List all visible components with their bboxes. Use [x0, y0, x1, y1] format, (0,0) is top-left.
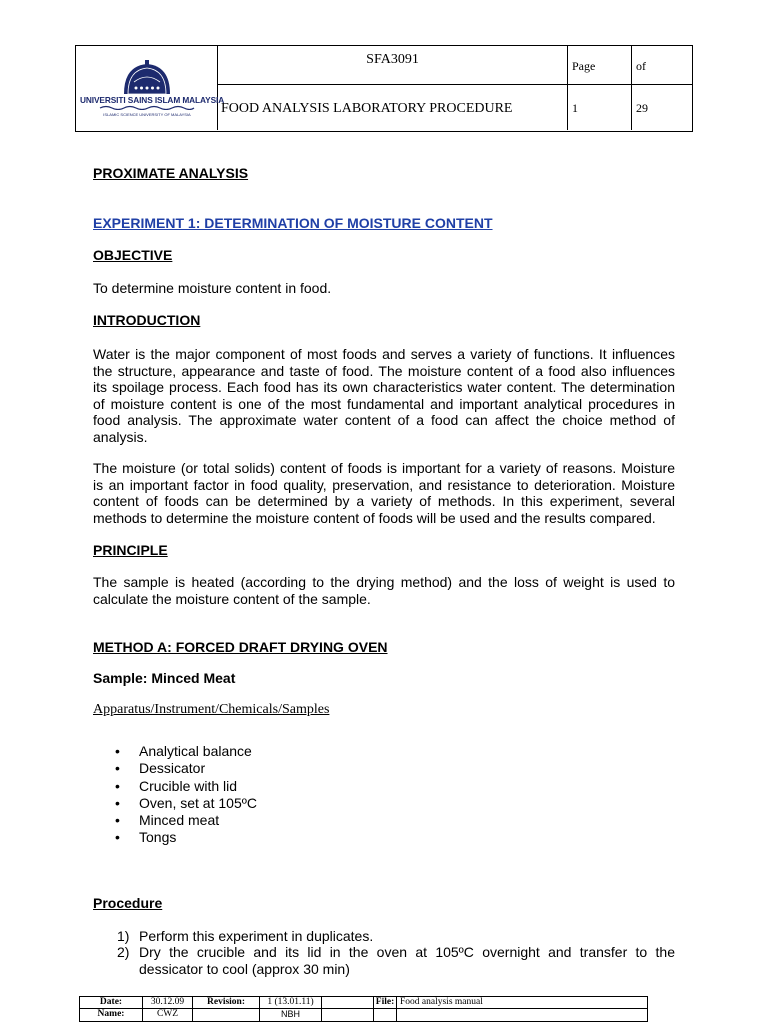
introduction-paragraph-1 [93, 346, 675, 445]
step-number: 1) [117, 928, 130, 944]
step-text: dessicator to cool (approx 30 min) [139, 960, 350, 977]
list-item: • Dessicator [115, 760, 257, 777]
list-item: • Crucible with lid [115, 778, 257, 795]
text-line: The sample is heated (according to the drying method) and the loss of weight is used to [93, 574, 675, 590]
step-text: Perform this experiment in duplicates. [139, 928, 374, 944]
empty-cell [374, 1009, 397, 1021]
method-heading: METHOD A: FORCED DRAFT DRYING OVEN [93, 639, 388, 655]
apparatus-heading: Apparatus/Instrument/Chemicals/Samples [93, 702, 330, 717]
list-item: • Minced meat [115, 812, 257, 829]
experiment-title: EXPERIMENT 1: DETERMINATION OF MOISTURE CONTENT [93, 215, 493, 231]
empty-cell [193, 1009, 260, 1021]
empty-cell [322, 1009, 374, 1021]
revision-value: 1 (13.01.11) [260, 997, 322, 1009]
objective-text: To determine moisture content in food. [93, 280, 332, 296]
document-footer-table [79, 996, 648, 1022]
document-header-table [75, 45, 693, 132]
of-label: of [632, 46, 692, 85]
procedure-step [117, 928, 675, 945]
empty-cell [322, 997, 374, 1009]
text-line: The moisture (or total solids) content of foods is important for a variety of reasons. Moisture [93, 460, 675, 476]
logo-university-name: UNIVERSITI SAINS ISLAM MALAYSIA [80, 95, 225, 105]
logo-cell [76, 46, 225, 130]
principle-text [93, 574, 675, 607]
text-line: Water is the major component of most foods and serves a variety of functions. It influences [93, 346, 675, 362]
date-value: 30.12.09 [143, 997, 193, 1009]
logo-arabic-script-icon [98, 105, 196, 110]
introduction-paragraph-2 [93, 460, 675, 526]
text-line: its spoilage process. Each food has its own characteristics water content. The determination [93, 379, 675, 395]
procedure-step [117, 944, 675, 977]
text-line: calculate the moisture content of the sample. [93, 590, 371, 607]
page-number: 1 [568, 85, 632, 130]
introduction-heading: INTRODUCTION [93, 312, 201, 328]
objective-heading: OBJECTIVE [93, 247, 173, 263]
file-label: File: [374, 997, 397, 1009]
list-item: • Tongs [115, 829, 257, 846]
text-line: food analysis. The approximate water content of a food can affect the choice method of [93, 412, 675, 428]
university-logo-icon [84, 60, 210, 96]
revision-label: Revision: [193, 997, 260, 1009]
page-label: Page [568, 46, 632, 85]
sample-label: Sample: Minced Meat [93, 670, 236, 686]
date-label: Date: [80, 997, 143, 1009]
text-line: analysis. [93, 428, 148, 445]
name-label: Name: [80, 1009, 143, 1021]
text-line: of moisture content is one of the most fundamental and important analytical procedures in [93, 395, 675, 412]
step-number: 2) [117, 944, 130, 960]
empty-cell [397, 1009, 647, 1021]
list-item: • Oven, set at 105ºC [115, 795, 257, 812]
step-text: Dry the crucible and its lid in the oven at 105ºC overnight and transfer to the [139, 944, 675, 960]
name-value: CWZ [143, 1009, 193, 1021]
document-title: FOOD ANALYSIS LABORATORY PROCEDURE [218, 85, 568, 130]
section-title: PROXIMATE ANALYSIS [93, 165, 249, 181]
text-line: content of foods can be determined by a variety of methods. In this experiment, several [93, 493, 675, 509]
text-line: methods to determine the moisture content of foods will be used and the results compared. [93, 509, 656, 526]
text-line: the structure, appearance and taste of food. The moisture content of a food also influences [93, 362, 675, 379]
procedure-heading: Procedure [93, 895, 163, 911]
name-value-2: NBH [260, 1009, 322, 1021]
text-line: is an important factor in food quality, preservation, and resistance to deterioration. Moisture [93, 476, 675, 493]
logo-subtitle: ISLAMIC SCIENCE UNIVERSITY OF MALAYSIA [103, 112, 191, 117]
file-value: Food analysis manual [397, 997, 647, 1009]
principle-heading: PRINCIPLE [93, 542, 168, 558]
apparatus-list [115, 743, 257, 847]
course-code: SFA3091 [218, 46, 568, 85]
list-item: • Analytical balance [115, 743, 257, 760]
total-pages: 29 [636, 101, 648, 115]
